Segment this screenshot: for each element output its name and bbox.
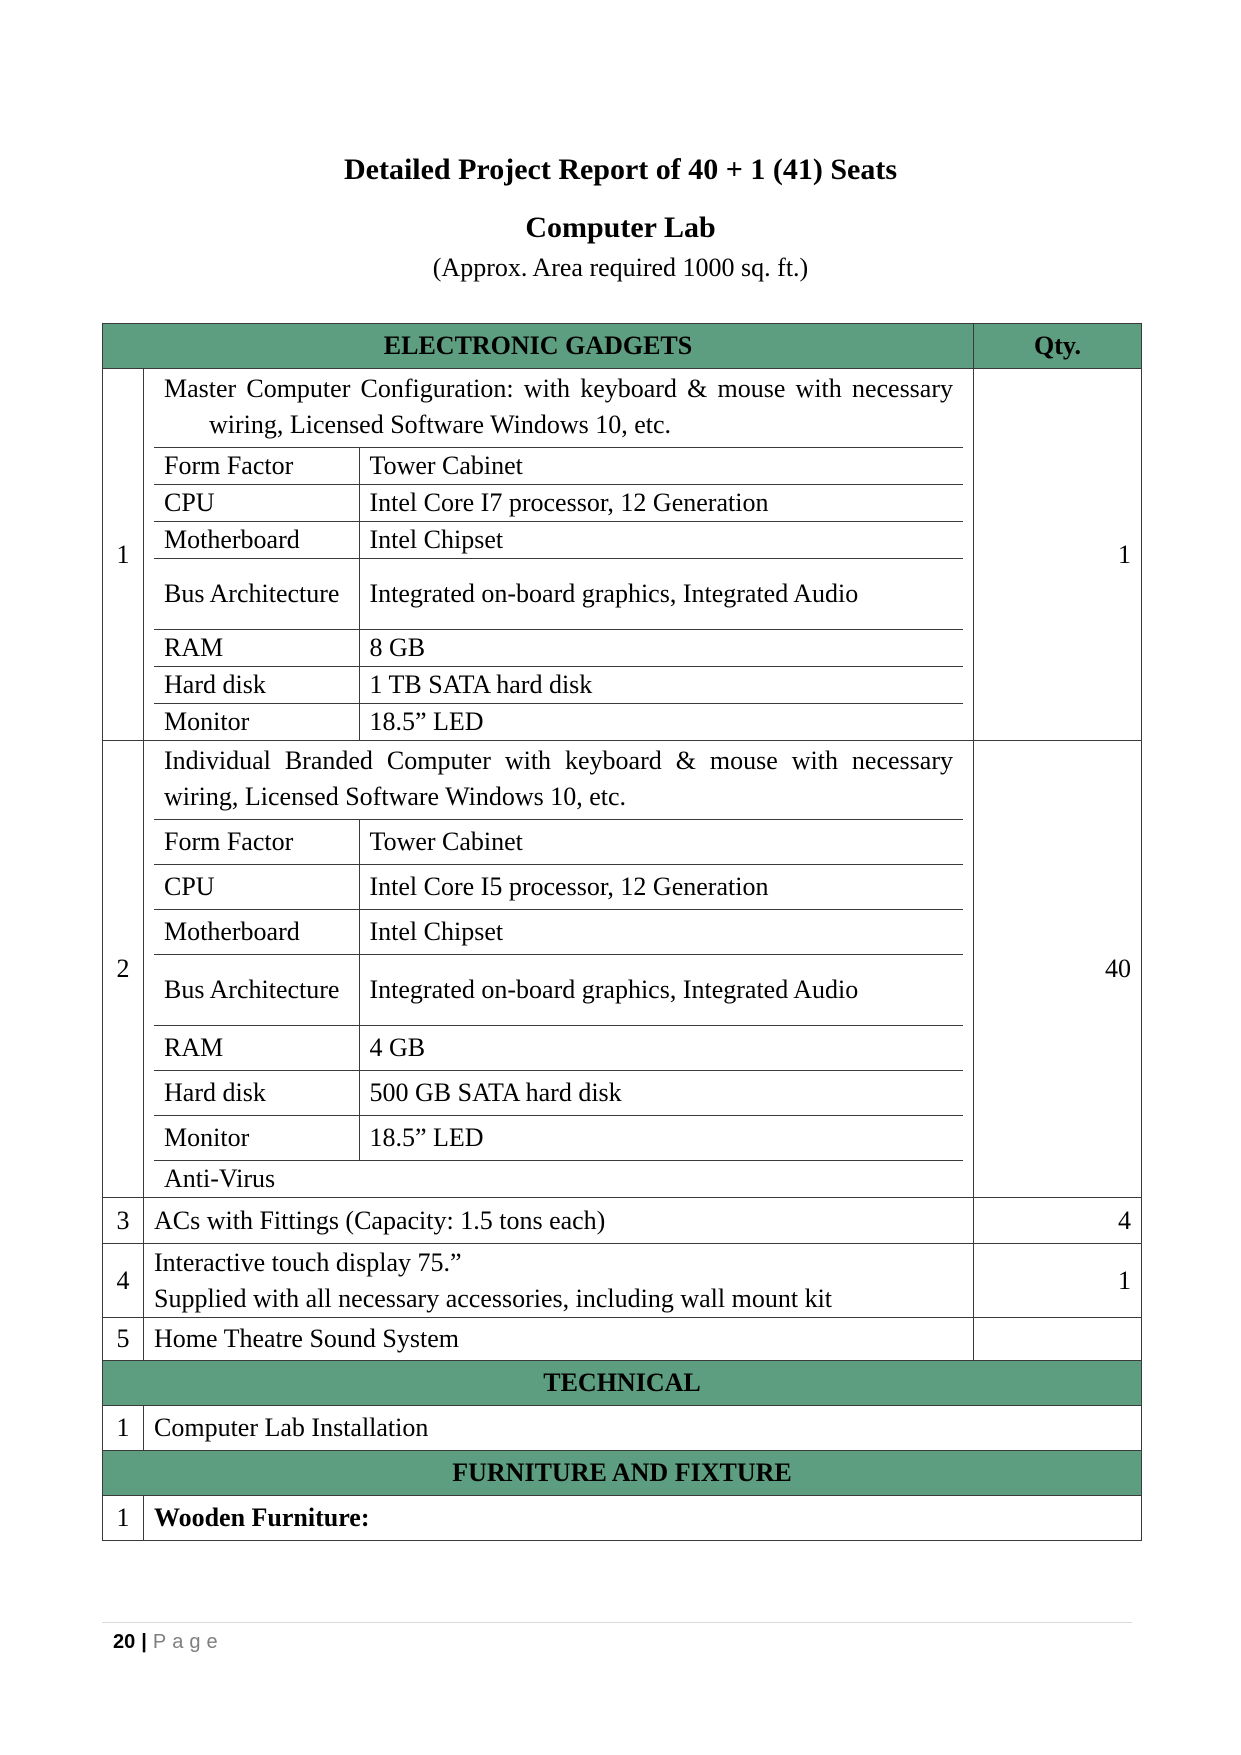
row-number: 1 bbox=[103, 1406, 144, 1451]
spec-value: 4 GB bbox=[359, 1026, 963, 1071]
spec-value: 500 GB SATA hard disk bbox=[359, 1071, 963, 1116]
spec-label: Monitor bbox=[154, 1116, 359, 1161]
section-technical: TECHNICAL bbox=[103, 1361, 1142, 1406]
header-qty: Qty. bbox=[974, 324, 1142, 369]
item-cell bbox=[144, 741, 974, 1198]
spec-value: Tower Cabinet bbox=[359, 448, 963, 485]
spec-label: Motherboard bbox=[154, 910, 359, 955]
row-number: 5 bbox=[103, 1318, 144, 1361]
spec-label: CPU bbox=[154, 865, 359, 910]
item-description: Computer Lab Installation bbox=[144, 1406, 1142, 1451]
spec-value: Integrated on-board graphics, Integrated Audio bbox=[359, 955, 963, 1026]
item-description: Home Theatre Sound System bbox=[144, 1318, 974, 1361]
spec-label: CPU bbox=[154, 485, 359, 522]
row-number: 1 bbox=[103, 1496, 144, 1541]
spec-label: Form Factor bbox=[154, 448, 359, 485]
page-footer bbox=[113, 1629, 224, 1655]
spec-row bbox=[154, 1116, 963, 1161]
document-subtitle: Computer Lab bbox=[525, 211, 716, 244]
spec-label: Hard disk bbox=[154, 1071, 359, 1116]
spec-label: Bus Architecture bbox=[154, 559, 359, 630]
table-row bbox=[103, 369, 1142, 741]
spec-label: Motherboard bbox=[154, 522, 359, 559]
header-electronic-gadgets: ELECTRONIC GADGETS bbox=[103, 324, 974, 369]
item-qty: 40 bbox=[974, 741, 1142, 1198]
spec-label: RAM bbox=[154, 1026, 359, 1071]
item-qty: 1 bbox=[974, 369, 1142, 741]
section-header-row bbox=[103, 1451, 1142, 1496]
spec-value: Tower Cabinet bbox=[359, 820, 963, 865]
table-row bbox=[103, 1406, 1142, 1451]
page-label: Page bbox=[152, 1631, 224, 1653]
table-row bbox=[103, 1244, 1142, 1318]
table-row bbox=[103, 1198, 1142, 1244]
item-qty: 4 bbox=[974, 1198, 1142, 1244]
spec-row bbox=[154, 955, 963, 1026]
equipment-table bbox=[102, 323, 1142, 1541]
spec-value: 18.5” LED bbox=[359, 1116, 963, 1161]
spec-value: 8 GB bbox=[359, 630, 963, 667]
row-number: 4 bbox=[103, 1244, 144, 1318]
spec-value: Intel Core I7 processor, 12 Generation bbox=[359, 485, 963, 522]
item-description-line: Supplied with all necessary accessories, including wall mount kit bbox=[154, 1283, 833, 1313]
spec-row bbox=[154, 448, 963, 485]
item-description bbox=[144, 1244, 974, 1318]
item-qty bbox=[974, 1318, 1142, 1361]
spec-row bbox=[154, 704, 963, 741]
row-number: 2 bbox=[103, 741, 144, 1198]
document-title: Detailed Project Report of 40 + 1 (41) Seats bbox=[343, 153, 898, 186]
anti-virus-row: Anti-Virus bbox=[154, 1160, 963, 1197]
spec-row bbox=[154, 820, 963, 865]
spec-value: Intel Core I5 processor, 12 Generation bbox=[359, 865, 963, 910]
table-header-row bbox=[103, 324, 1142, 369]
item-description: Master Computer Configuration: with keyboard & mouse with necessary wiring, Licensed Software Windows 10, etc. bbox=[164, 374, 953, 439]
section-furniture: FURNITURE AND FIXTURE bbox=[103, 1451, 1142, 1496]
spec-table bbox=[154, 819, 963, 1160]
spec-label: Hard disk bbox=[154, 667, 359, 704]
item-description: ACs with Fittings (Capacity: 1.5 tons each) bbox=[144, 1198, 974, 1244]
table-row bbox=[103, 1318, 1142, 1361]
item-description: Individual Branded Computer with keyboard & mouse with necessary wiring, Licensed Software Windows 10, etc. bbox=[164, 746, 953, 811]
area-note: (Approx. Area required 1000 sq. ft.) bbox=[432, 253, 809, 282]
spec-label: Bus Architecture bbox=[154, 955, 359, 1026]
spec-row bbox=[154, 559, 963, 630]
spec-row bbox=[154, 910, 963, 955]
page-number: 20 bbox=[113, 1631, 136, 1653]
item-qty: 1 bbox=[974, 1244, 1142, 1318]
spec-value: Integrated on-board graphics, Integrated Audio bbox=[359, 559, 963, 630]
row-number: 3 bbox=[103, 1198, 144, 1244]
footer-separator: | bbox=[141, 1631, 147, 1653]
spec-row bbox=[154, 667, 963, 704]
spec-label: RAM bbox=[154, 630, 359, 667]
item-description: Wooden Furniture: bbox=[144, 1496, 1142, 1541]
table-row bbox=[103, 741, 1142, 1198]
section-header-row bbox=[103, 1361, 1142, 1406]
spec-table bbox=[154, 447, 963, 740]
row-number: 1 bbox=[103, 369, 144, 741]
item-description-line: Interactive touch display 75.” bbox=[154, 1247, 462, 1277]
spec-row bbox=[154, 1071, 963, 1116]
spec-row bbox=[154, 630, 963, 667]
spec-row bbox=[154, 522, 963, 559]
spec-value: Intel Chipset bbox=[359, 910, 963, 955]
footer-divider bbox=[102, 1622, 1132, 1623]
spec-row bbox=[154, 485, 963, 522]
spec-value: Intel Chipset bbox=[359, 522, 963, 559]
spec-row bbox=[154, 865, 963, 910]
spec-value: 18.5” LED bbox=[359, 704, 963, 741]
spec-label: Monitor bbox=[154, 704, 359, 741]
spec-row bbox=[154, 1026, 963, 1071]
item-cell bbox=[144, 369, 974, 741]
spec-value: 1 TB SATA hard disk bbox=[359, 667, 963, 704]
spec-label: Form Factor bbox=[154, 820, 359, 865]
table-row bbox=[103, 1496, 1142, 1541]
